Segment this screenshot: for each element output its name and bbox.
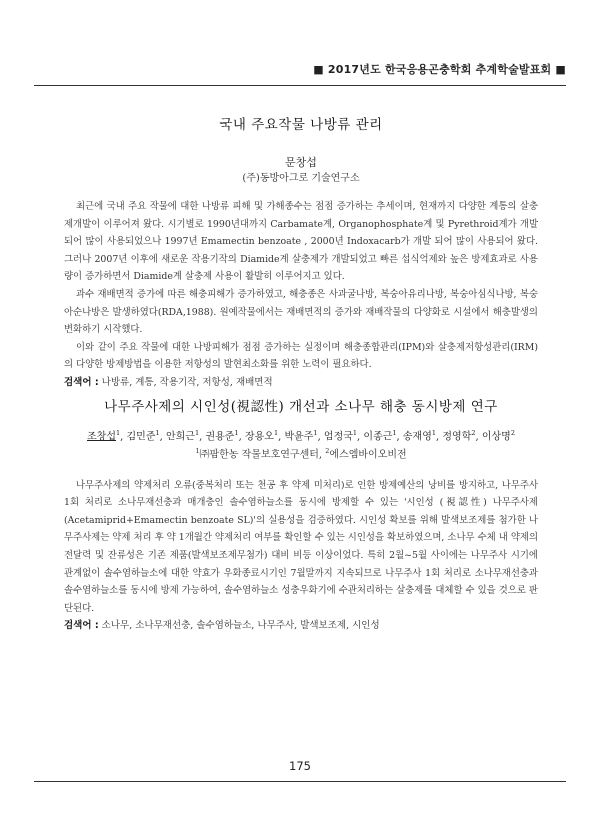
article-2-abstract: [64, 477, 538, 618]
keywords-text: 소나무, 소나무재선충, 솔수염하늘소, 나무주사, 발색보조제, 시인성: [101, 620, 380, 632]
conference-header: ■ 2017년도 한국응용곤충학회 추계학술발표회 ■: [313, 63, 566, 76]
author-affiliation-marker: 2: [510, 429, 515, 437]
author-affiliation-marker: 1: [352, 429, 358, 437]
article-1: [64, 116, 538, 390]
author-name: 송재영: [402, 431, 432, 443]
author-name: 김민준: [126, 431, 156, 443]
author-name: 안희근: [165, 431, 195, 443]
author-name: 장용오: [244, 431, 274, 443]
keywords-label: 검색어 :: [64, 376, 99, 388]
article-2-keywords: [64, 618, 538, 633]
author-name: 권용준: [205, 431, 235, 443]
page-number: 175: [289, 759, 311, 773]
article-2-authors: 조창섭$^1$, 김민준$^1$, 안희근$^1$, 권용준$^1$, 장용오$^1$, 박윤주$^1$, 엄정국$^1$, 이종근$^1$, 송재영$^1$, 정영학$^2$, 이상명$^2$: [87, 429, 515, 443]
abstract-paragraph: 최근에 국내 주요 작물에 대한 나방류 피해 및 가해종수는 점점 증가하는 추세이며, 현재까지 다양한 계통의 살충제개발이 이루어져 왔다. 시기별로 1990년대까지 Carbamate계, Organophosphate계 및 Pyrethroid계가 개발되어 많이 사용되었으나 1997년 Emamectin benzoate , 2000년 Indoxacarb가 개발 되어 많이 사용되어 왔다. 그러나 2007년 이후에 새로운 작용기작의 Diamide계 살충제가 개발되었고 빠른 섭식억제와 높은 방제효과로 사용량이 증가하면서 Diamide계 살충제 사용이 활발히 이루어지고 있다.: [64, 201, 538, 283]
affiliation-text: 에스엠바이오비전: [329, 449, 407, 461]
author-name: 박윤주: [284, 431, 314, 443]
keywords-label: 검색어 :: [64, 620, 99, 632]
author-affiliation-marker: 1: [392, 429, 397, 437]
author-name: 엄정국: [323, 431, 353, 443]
abstract-paragraph: 이와 같이 주요 작물에 대한 나방피해가 점점 증가하는 실정이며 해충종합관리(IPM)와 살충제저항성관리(IRM)의 다양한 방제방법을 이용한 저항성의 발현최소화를 위한 노력이 필요하다.: [64, 341, 538, 371]
article-1-affiliation: (주)동방아그로 기술연구소: [242, 173, 360, 184]
author-name: 이종근: [363, 431, 393, 443]
affiliation-marker: 2: [325, 447, 330, 456]
abstract-paragraph: 나무주사제의 약제처리 오류(중복처리 또는 천공 후 약제 미처리)로 인한 방제예산의 낭비를 방지하고, 나무주사 1회 처리로 소나무재선충과 매개충인 솔수염하늘소를 동시에 방제할 수 있는 '시인성 (視認性) 나무주사제 (Acetamiprid+Emamectin benzoate SL)'의 실용성을 검증하였다. 시인성 확보를 위해 발색보조제를 첨가한 나무주사제는 약제 처리 후 약 1개월간 약제처리 여부를 확인할 수 있는 시인성을 확보하였으며, 소나무 수체 내 약제의 전달력 및 잔류성은 기존 제품(발색보조제무첨가) 대비 비등 이상이었다. 특히 2월~5월 사이에는 나무주사 시기에 관계없이 솔수염하늘소에 대한 약효가 우화종료시기인 7월말까지 지속되므로 나무주사 1회 처리로 소나무재선충과 솔수염하늘소를 동시에 방제 가능하여, 솔수염하늘소 성충우화기에 수관처리하는 살충제를 대체할 수 있을 것으로 판단된다.: [64, 479, 538, 614]
article-2-title: 나무주사제의 시인성(視認性) 개선과 소나무 해충 동시방제 연구: [104, 399, 498, 415]
article-1-abstract: [64, 198, 538, 374]
affiliation-text: ㈜팜한농 작물보호연구센터,: [199, 449, 326, 461]
author-affiliation-marker: 2: [471, 429, 476, 437]
author-name: 이상명: [481, 431, 511, 443]
author-affiliation-marker: 1: [234, 429, 239, 437]
author-name: 정영학: [442, 431, 472, 443]
author-affiliation-marker: 1: [431, 429, 437, 437]
author-affiliation-marker: 1: [116, 429, 121, 437]
author-affiliation-marker: 1: [155, 429, 160, 437]
affiliation-marker: 1: [195, 447, 200, 456]
header-divider: [34, 85, 566, 86]
author-affiliation-marker: 1: [313, 429, 318, 437]
author-name: 조창섭: [87, 431, 116, 443]
footer-divider: [34, 781, 566, 782]
author-affiliation-marker: 1: [194, 429, 200, 437]
author-affiliation-marker: 1: [273, 429, 279, 437]
article-2-affiliation: [64, 444, 538, 462]
article-1-author: 문창섭: [285, 156, 317, 169]
article-1-keywords: [64, 375, 538, 390]
article-2: [64, 398, 538, 633]
keywords-text: 나방류, 계통, 작용기작, 저항성, 재배면적: [101, 376, 273, 388]
article-1-title: 국내 주요작물 나방류 관리: [219, 117, 383, 133]
abstract-paragraph: 과수 재배면적 증가에 따른 해충피해가 증가하였고, 해충종은 사과굴나방, 복숭아유리나방, 복숭아심식나방, 복숭아순나방은 발생하였다(RDA,1988). 원예작물에서는 재배면적의 증가와 재배작물의 다양화로 시설에서 해충발생의 변화하기 시작했다.: [64, 288, 538, 336]
